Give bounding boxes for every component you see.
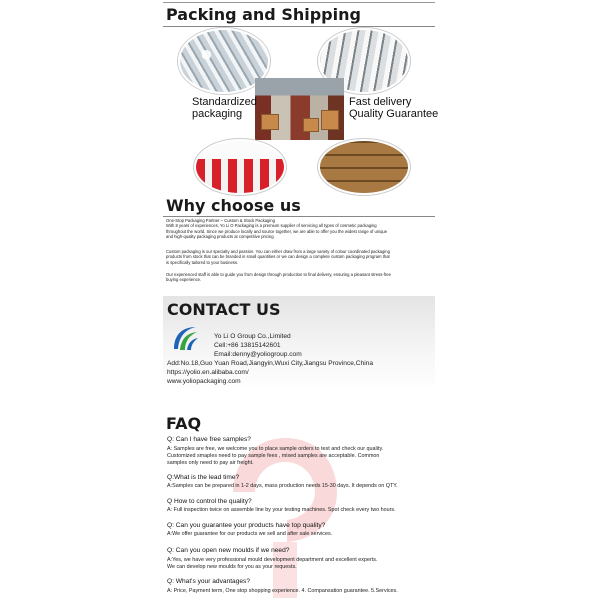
label-standardized-line1: Standardized <box>192 96 257 108</box>
faq-answer-6: A: Price, Payment term, One stop shopping experience. 4. Compansation guarantee. 5.Services. <box>167 588 398 594</box>
company-logo-icon <box>170 323 200 353</box>
why-para-3: Our experienced staff is able to guide you from design through production to final delivery, ensuring a pleasant stress-free buying experience. <box>166 272 391 283</box>
faq-answer-3: A: Full inspection twice on assemble line by your testing machines. Spot check every two hours. <box>167 507 396 513</box>
contact-company: Yo Li O Group Co.,Limited <box>214 333 291 340</box>
red-cap-bottles-photo <box>194 139 286 195</box>
contact-alibaba-link[interactable]: https://yolio.en.alibaba.com/ <box>167 369 249 376</box>
faq-answer-1-line3: samples only need to pay air freight. <box>167 460 254 466</box>
faq-question-3: Q How to control the quality? <box>167 498 252 505</box>
contact-website-link[interactable]: www.yoliopackaging.com <box>167 378 241 385</box>
faq-answer-2: A:Samples can be prepared in 1-2 days, mass production needs 15-30 days. It depends on QTY. <box>167 483 398 489</box>
faq-answer-4: A:We offer guarantee for our products we sell and after sale services. <box>167 531 333 537</box>
faq-question-5: Q: Can you open new moulds if we need? <box>167 547 290 554</box>
faq-answer-5-line2: We can develop new moulds for you as your requests. <box>167 564 297 570</box>
faq-question-2: Q:What is the lead time? <box>167 474 240 481</box>
why-para-1: One-Stop Packaging Partner – Custom & Stock Packaging With 8 years of experiences, Yo Li O Packaging is a premium supplier of servicing all types of cosmetic packaging throughout the world. Since we produce locally and source together, we are able to offer you the widest range of unique and high-quality packaging products at competitive pricing. <box>166 218 388 239</box>
packing-title: Packing and Shipping <box>166 5 361 24</box>
faq-title: FAQ <box>166 414 202 433</box>
why-title-rule <box>163 216 435 217</box>
warehouse-photo <box>255 78 344 140</box>
why-para-2: Custom packaging is our specialty and passion. You can either draw from a large variety of colour coordinated packaging products from stock that can be branded in small quantities or we can design a complete custom packaging program that is specifically tailored to your business. <box>166 249 390 265</box>
contact-title: CONTACT US <box>167 300 281 319</box>
faq-question-1: Q: Can I have free samples? <box>167 436 251 443</box>
faq-answer-1-line1: A: Samples are free, we welcome you to place sample orders to test and check our quality. <box>167 446 384 452</box>
top-rule <box>163 2 435 3</box>
faq-answer-5-line1: A:Yes, we have very professional mould development department and excellent experts. <box>167 557 378 563</box>
label-quality-guarantee: Quality Guarantee <box>349 108 439 120</box>
contact-email[interactable]: Email:denny@yoliogroup.com <box>214 351 302 358</box>
contact-cell: Cell:+86 13815142601 <box>214 342 281 349</box>
faq-question-4: Q: Can you guarantee your products have top quality? <box>167 522 326 529</box>
packing-title-rule <box>163 26 435 27</box>
faq-answer-1-line2: Customized smaples need to pay sample fees , mixed samples are acceptable. Common <box>167 453 380 459</box>
why-title: Why choose us <box>166 196 301 215</box>
cartons-photo <box>318 139 410 195</box>
faq-question-6: Q: What's your advantages? <box>167 578 250 585</box>
label-fast-delivery: Fast delivery <box>349 96 412 108</box>
label-standardized-line2: packaging <box>192 108 243 120</box>
contact-address: Add:No.18,Guo Yuan Road,Jiangyin,Wuxi City,Jiangsu Province,China <box>167 360 373 367</box>
